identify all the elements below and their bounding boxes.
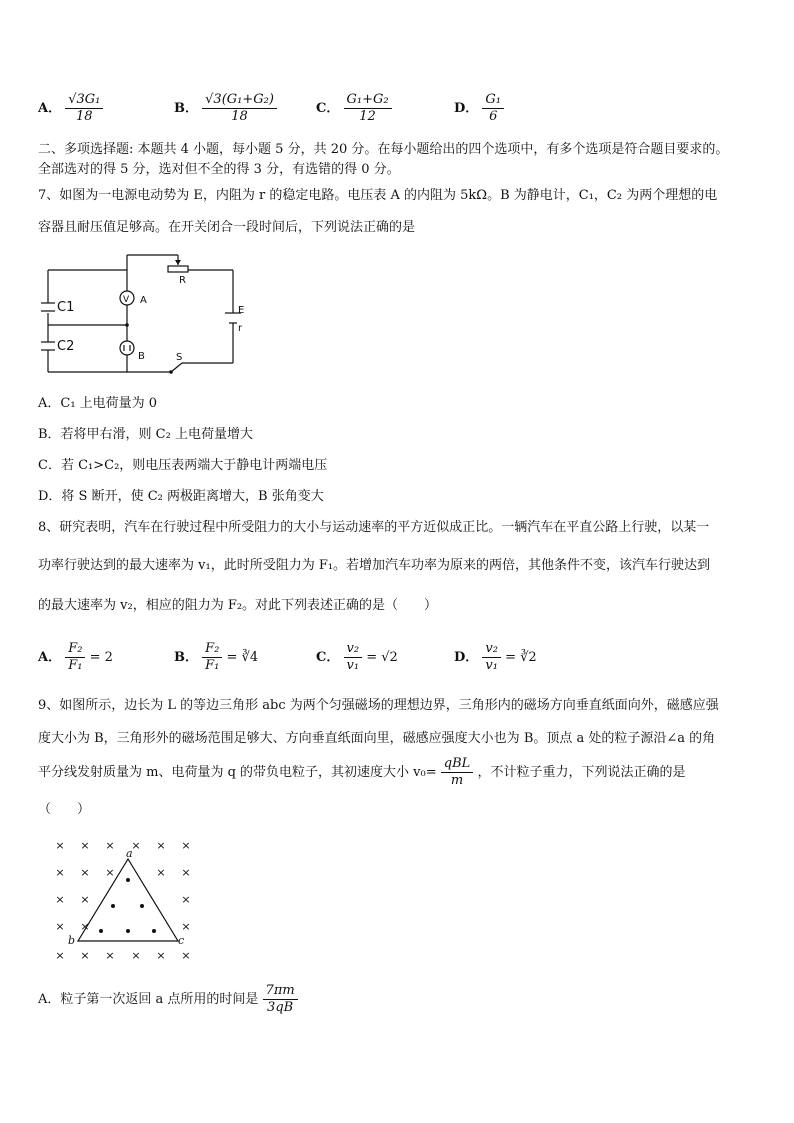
vertex-a-label: a (126, 847, 133, 860)
r-internal-label: r (238, 323, 243, 334)
q9-option-a: A．粒子第一次返回 a 点所用的时间是 $\frac{7\pi m}{3qB}$ (38, 983, 298, 1016)
q6-option-b: B． $\frac{\text{√3(G₁+G₂)}}{18}$ (174, 92, 277, 125)
svg-text:×: × (105, 949, 115, 962)
svg-text:×: × (131, 839, 141, 852)
svg-text:×: × (156, 839, 166, 852)
q8-stem-line1: 8、研究表明，汽车在行驶过程中所受阻力的大小与运动速率的平方近似成正比。一辆汽车在平直公路上行驶，以某一 (38, 520, 710, 535)
r-label: R (179, 275, 186, 286)
q7-stem-line1: 7、如图为一电源电动势为 E，内阻为 r 的稳定电路。电压表 A 的内阻为 5kΩ。B 为静电计，C₁，C₂ 为两个理想的电 (38, 188, 718, 203)
vertex-b-label: b (68, 934, 76, 947)
q9-stem-line3: 平分线发射质量为 m、电荷量为 q 的带负电粒子，其初速度大小 v₀= $\frac{\text{qBL}}{m}$ ，不计粒子重力，下列说法正确的是 (38, 756, 686, 788)
q7-option-c: C．若 C₁>C₂，则电压表两端大于静电计两端电压 (38, 458, 328, 473)
s-label: S (176, 352, 183, 363)
vertex-c-label: c (178, 934, 185, 947)
svg-text:×: × (105, 866, 115, 879)
svg-text:×: × (181, 839, 191, 852)
q9-stem-line2: 度大小为 B，三角形外的磁场范围足够大、方向垂直纸面向里，磁感应强度大小也为 B。顶点 a 处的粒子源沿∠a 的角 (38, 731, 716, 746)
svg-text:×: × (181, 949, 191, 962)
q8-stem-line2: 功率行驶达到的最大速率为 v₁，此时所受阻力为 F₁。若增加汽车功率为原来的两倍，其他条件不变，该汽车行驶达到 (38, 558, 711, 573)
svg-text:×: × (181, 866, 191, 879)
svg-text:×: × (55, 893, 65, 906)
q8-option-d: D． $\frac{\text{v₂}}{\text{v₁}}$ = ∛2 (454, 641, 537, 673)
c1-label: C1 (57, 300, 75, 315)
q6-option-c: C． $\frac{\text{G₁+G₂}}{12}$ (316, 92, 392, 125)
q8-option-a: A． $\frac{\text{F₂}}{\text{F₁}}$ = 2 (38, 641, 113, 673)
q7-circuit-diagram (38, 245, 248, 380)
svg-text:×: × (55, 920, 65, 933)
q6-c-fraction: $\frac{\text{G₁+G₂}}{12}$ (344, 92, 392, 125)
svg-text:×: × (156, 866, 166, 879)
svg-text:V: V (123, 295, 130, 305)
q8-option-c: C． $\frac{\text{v₂}}{\text{v₁}}$ = √2 (316, 641, 398, 673)
svg-text:×: × (80, 893, 90, 906)
e-label: E (238, 305, 245, 316)
svg-text:×: × (156, 949, 166, 962)
svg-text:×: × (55, 866, 65, 879)
q8-stem-line3: 的最大速率为 v₂，相应的阻力为 F₂。对此下列表述正确的是（ ） (38, 598, 438, 613)
svg-text:×: × (80, 839, 90, 852)
q6-b-fraction: $\frac{\text{√3(G₁+G₂)}}{18}$ (202, 92, 277, 125)
svg-text:×: × (80, 866, 90, 879)
q9-paren: （ ） (38, 802, 91, 817)
q7-option-a: A．C₁ 上电荷量为 0 (38, 396, 158, 411)
q9-stem-line1: 9、如图所示，边长为 L 的等边三角形 abc 为两个匀强磁场的理想边界，三角形内的磁场方向垂直纸面向外，磁感应强 (38, 698, 719, 713)
q7-option-b: B．若将甲右滑，则 C₂ 上电荷量增大 (38, 427, 253, 442)
svg-text:×: × (105, 839, 115, 852)
q6-d-fraction: $\frac{\text{G₁}}{6}$ (482, 92, 504, 125)
q6-option-a: A． $\frac{\text{√3G₁}}{18}$ (38, 92, 103, 125)
svg-text:×: × (181, 920, 191, 933)
svg-text:×: × (55, 949, 65, 962)
q6-a-fraction: $\frac{\text{√3G₁}}{18}$ (65, 92, 103, 125)
q6-option-d: D． $\frac{\text{G₁}}{6}$ (454, 92, 504, 125)
section2-line2: 全部选对的得 5 分，选对但不全的得 3 分，有选错的得 0 分。 (38, 162, 400, 177)
q9-magnetic-field-diagram (48, 835, 218, 965)
section2-line1: 二、多项选择题: 本题共 4 小题，每小题 5 分，共 20 分。在每小题给出的四个选项中，有多个选项是符合题目要求的。 (38, 142, 729, 157)
q7-option-d: D．将 S 断开，使 C₂ 两极距离增大，B 张角变大 (38, 489, 324, 504)
b-label: B (138, 351, 145, 362)
q8-option-b: B． $\frac{\text{F₂}}{\text{F₁}}$ = ∛4 (174, 641, 259, 673)
svg-text:×: × (181, 893, 191, 906)
c2-label: C2 (57, 339, 75, 354)
svg-text:×: × (80, 920, 90, 933)
a-label: A (140, 295, 147, 306)
svg-text:×: × (80, 949, 90, 962)
svg-text:×: × (131, 949, 141, 962)
svg-text:×: × (55, 839, 65, 852)
q7-stem-line2: 容器且耐压值足够高。在开关闭合一段时间后，下列说法正确的是 (38, 220, 416, 235)
